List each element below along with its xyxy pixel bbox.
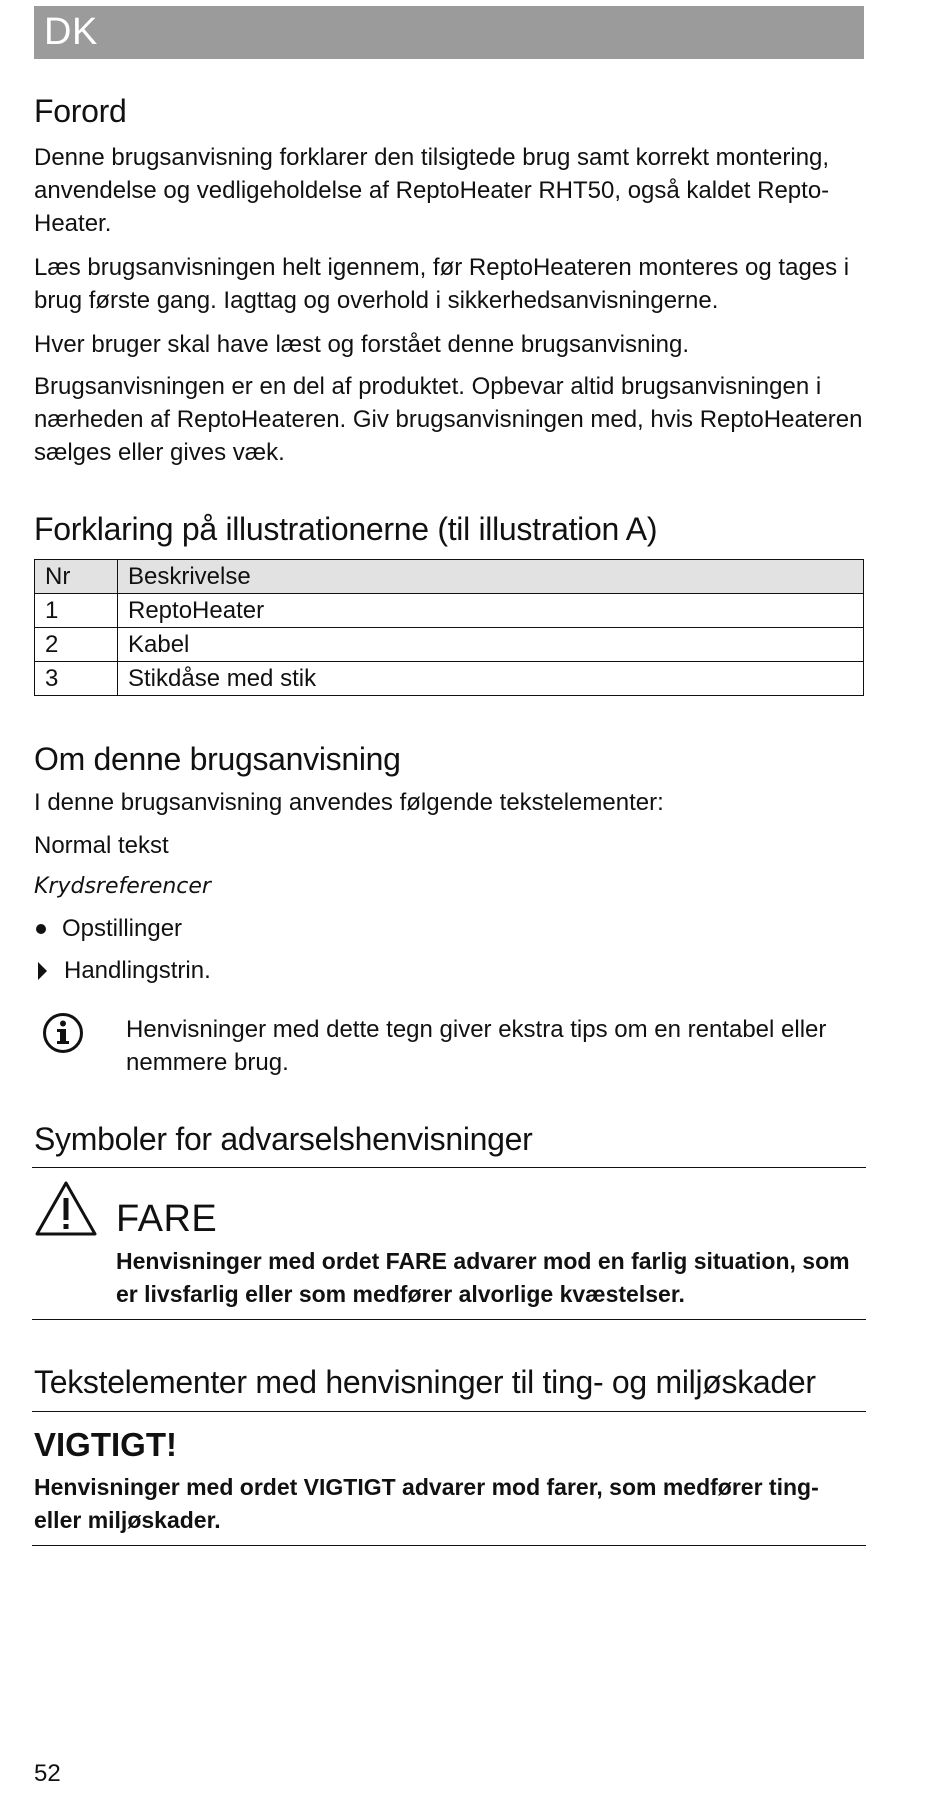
foreword-title: Forord xyxy=(34,93,127,129)
legend-cell-nr: 2 xyxy=(35,628,118,662)
damage-title: Tekstelementer med henvisninger til ting- og miljøskader xyxy=(34,1364,816,1400)
legend-header-description: Beskrivelse xyxy=(118,560,864,594)
important-signal-word: VIGTIGT! xyxy=(34,1426,177,1463)
language-code: DK xyxy=(44,11,98,53)
foreword-paragraph-4: Brugsanvisningen er en del af produktet. Opbevar altid brugsanvisningen i nærheden af ReptoHeateren. Giv brugsanvisningen med, hvis ReptoHeateren sælges eller gives væk. xyxy=(34,373,863,466)
foreword-paragraph-1: Denne brugsanvisning forklarer den tilsigtede brug samt korrekt montering, anvendelse og vedligeholdelse af ReptoHeater RHT50, også kaldet Repto-Heater. xyxy=(34,144,830,237)
legend-table-wrap xyxy=(34,559,864,696)
info-note-text: Henvisninger med dette tegn giver ekstra tips om en rentabel eller nemmere brug. xyxy=(126,1016,827,1076)
table-row xyxy=(35,594,864,628)
legend-cell-nr: 1 xyxy=(35,594,118,628)
section-divider xyxy=(32,1167,866,1168)
list-item xyxy=(34,912,864,945)
crossref-example: Krydsreferencer xyxy=(34,874,211,899)
legend-header-nr: Nr xyxy=(35,560,118,594)
section-divider xyxy=(32,1319,866,1320)
table-row xyxy=(35,662,864,696)
danger-signal-word: FARE xyxy=(116,1198,218,1240)
warnings-title: Symboler for advarselshenvisninger xyxy=(34,1121,533,1157)
table-row xyxy=(35,628,864,662)
bullet-icon xyxy=(36,924,46,934)
triangle-right-icon xyxy=(38,962,47,980)
foreword-paragraph-2: Læs brugsanvisningen helt igennem, før ReptoHeateren monteres og tages i brug første gang. Iagttag og overhold i sikkerhedsanvisningerne. xyxy=(34,254,850,314)
info-icon xyxy=(42,1012,84,1054)
legend-title: Forklaring på illustrationerne (til illustration A) xyxy=(34,511,658,547)
foreword-paragraph-3: Hver bruger skal have læst og forstået denne brugsanvisning. xyxy=(34,331,690,358)
legend-table xyxy=(34,559,864,696)
language-header-bar xyxy=(34,6,864,59)
legend-cell-nr: 3 xyxy=(35,662,118,696)
legend-cell-description: Stikdåse med stik xyxy=(118,662,864,696)
manual-page xyxy=(34,6,864,59)
list-item-example: Opstillinger xyxy=(62,915,183,942)
legend-header-row xyxy=(35,560,864,594)
legend-cell-description: ReptoHeater xyxy=(118,594,864,628)
about-title: Om denne brugsanvisning xyxy=(34,741,401,777)
page-number: 52 xyxy=(34,1760,61,1787)
normal-text-example: Normal tekst xyxy=(34,832,169,859)
danger-text: Henvisninger med ordet FARE advarer mod en farlig situation, som er livsfarlig eller som medfører alvorlige kvæstelser. xyxy=(116,1248,850,1307)
warning-triangle-icon xyxy=(34,1180,98,1238)
legend-cell-description: Kabel xyxy=(118,628,864,662)
section-divider xyxy=(32,1545,866,1546)
important-text: Henvisninger med ordet VIGTIGT advarer mod farer, som medfører ting- eller miljøskader. xyxy=(34,1474,819,1533)
section-divider xyxy=(32,1411,866,1412)
action-step-example: Handlingstrin. xyxy=(64,957,211,984)
list-item xyxy=(34,954,864,987)
about-intro: I denne brugsanvisning anvendes følgende tekstelementer: xyxy=(34,789,664,816)
